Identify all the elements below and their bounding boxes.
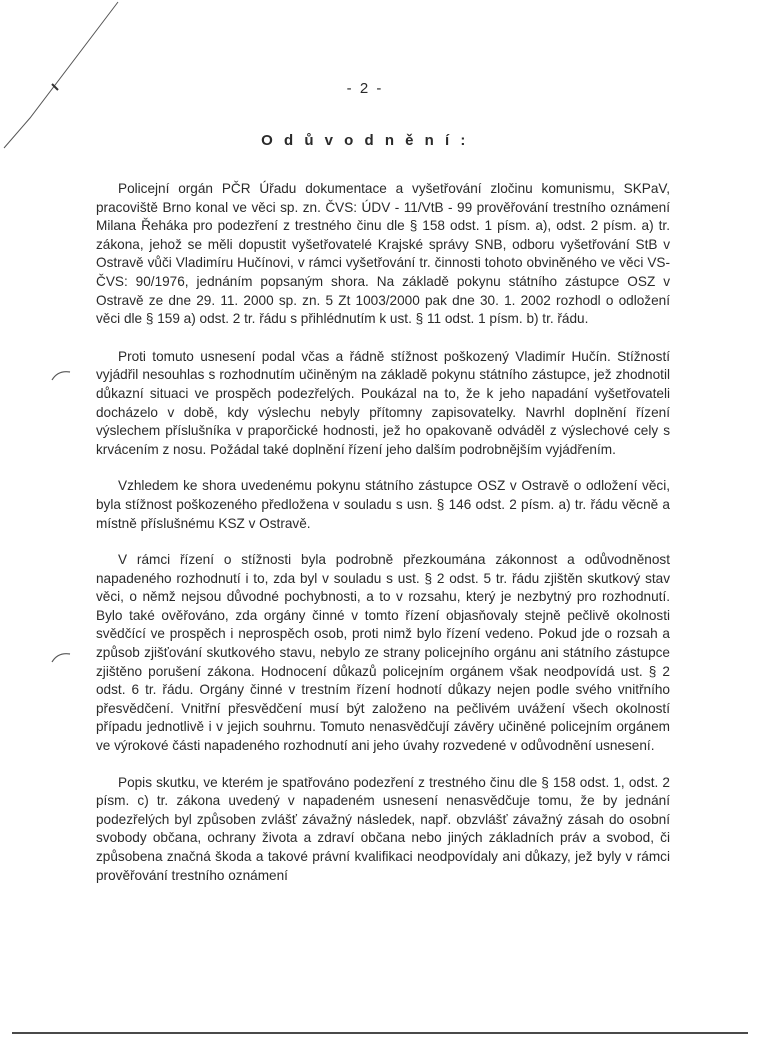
paragraph: V rámci řízení o stížnosti byla podrobně přezkoumána zákonnost a odůvodněnost napadeného rozhodnutí i to, zda byl v souladu s ust. § 2 odst. 5 tr. řádu zjištěn skutkový stav věci, o němž nejsou důvodné pochybnosti, a to v rozsahu, který je nezbytný pro rozhodnutí. Bylo také ověřováno, zda orgány činné v tomto řízení objasňovaly stejně pečlivě okolnosti svědčící ve prospěch i neprospěch osob, proti nimž bylo řízení vedeno. Pokud jde o rozsah a způsob zjišťování skutkového stavu, nebylo ze strany policejního orgánu ani státního zástupce zjištěno porušení zákona. Hodnocení důkazů policejním orgánem však neodpovídá ust. § 2 odst. 6 tr. řádu. Orgány činné v trestním řízení hodnotí důkazy nejen podle svého vnitřního přesvědčení. Vnitřní přesvědčení musí být založeno na pečlivém uvážení všech okolností případu jednotlivě i v jejich souhrnu. Tomuto nenasvědčují závěry učiněné policejním orgánem ve výrokové části napadeného rozhodnutí ani jeho úvahy rozvedené v odůvodnění usnesení. bbox=[96, 552, 670, 754]
paragraph: Proti tomuto usnesení podal včas a řádně stížnost poškozený Vladimír Hučín. Stížností vyjádřil nesouhlas s rozhodnutím učiněným na základě pokynu státního zástupce, jež zhodnotil důkazní situaci ve prospěch podezřelých. Poukázal na to, že k jeho napadání vyšetřovateli docházelo v době, kdy výslechu nebyly přítomny zapisovatelky. Navrhl doplnění řízení výslechem příslušníka v praporčické hodnosti, jež ho opakovaně odváděl z výslechové cely s krvácením z nosu. Požádal také doplnění řízení jeho dalším podrobnějším vyjádřením. bbox=[96, 348, 670, 457]
scan-corner-mark bbox=[52, 84, 58, 90]
page-number: - 2 - bbox=[346, 80, 384, 97]
margin-hook-mark-2 bbox=[52, 654, 70, 662]
bottom-scan-edge bbox=[12, 1032, 748, 1034]
margin-hook-mark-1 bbox=[52, 372, 70, 380]
paragraph: Vzhledem ke shora uvedenému pokynu státního zástupce OSZ v Ostravě o odložení věci, byla stížnost poškozeného předložena v souladu s usn. § 146 odst. 2 písm. a) tr. řádu věcně a místně příslušnému KSZ v Ostravě. bbox=[96, 478, 670, 531]
paragraph: Popis skutku, ve kterém je spatřováno podezření z trestného činu dle § 158 odst. 1, odst. 2 písm. c) tr. zákona uvedený v napadeném usnesení nenasvědčuje tomu, že by jednání podezřelých byl způsoben zvlášť závažný následek, např. obzvlášť závažný zásah do osobní svobody občana, ochrany života a zdraví občana nebo jiných základních práv a svobod, či způsobena značná škoda a takové právní kvalifikaci neodpovídaly ani důkazy, jež byly v rámci prověřování trestního oznámení bbox=[96, 774, 670, 883]
document-body bbox=[96, 180, 670, 903]
paragraph: Policejní orgán PČR Úřadu dokumentace a vyšetřování zločinu komunismu, SKPaV, pracoviště Brno konal ve věci sp. zn. ČVS: ÚDV - 11/VtB - 99 prověřování trestního oznámení Milana Řeháka pro podezření z trestného činu dle § 158 odst. 1 písm. a), odst. 2 písm. a) tr. zákona, jehož se měli dopustit vyšetřovatelé Krajské správy SNB, odboru vyšetřování StB v Ostravě vůči Vladimíru Hučínovi, v rámci vyšetřování tr. činnosti tohoto obviněného ve věci VS-ČVS: 90/1976, jednáním popsaným shora. Na základě pokynu státního zástupce OSZ v Ostravě ze dne 29. 11. 2000 sp. zn. 5 Zt 1003/2000 pak dne 30. 1. 2002 rozhodl o odložení věci dle § 159 a) odst. 2 tr. řádu s přihlédnutím k ust. § 11 odst. 1 písm. b) tr. řádu. bbox=[96, 181, 670, 327]
section-heading: O d ů v o d n ě n í : bbox=[261, 132, 469, 149]
scan-diagonal-line bbox=[4, 2, 118, 148]
